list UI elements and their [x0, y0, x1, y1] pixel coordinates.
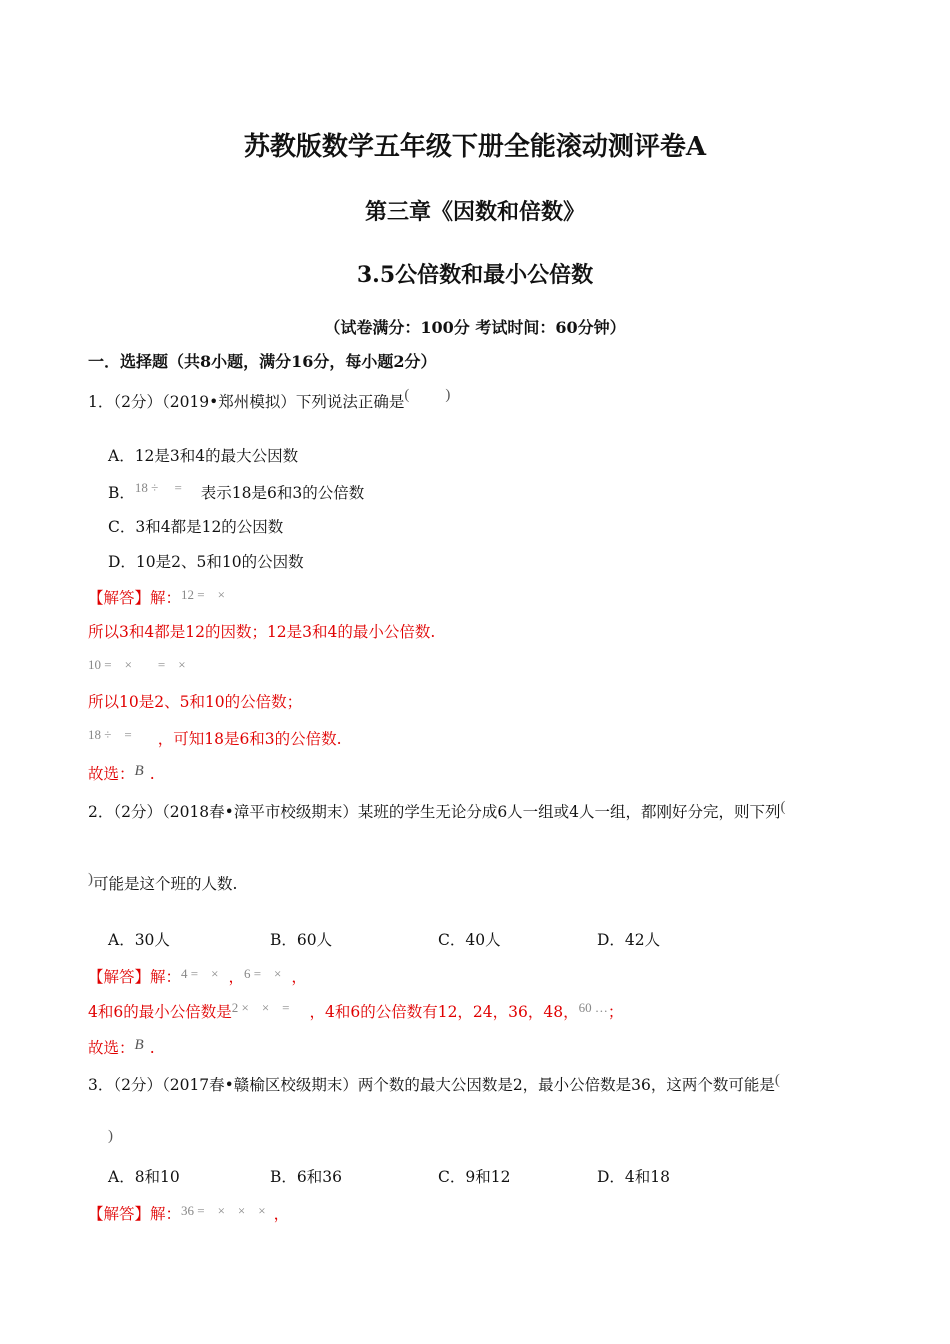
- q1-answer-line5: [88, 727, 342, 749]
- q2-option-d: D．42人: [597, 931, 661, 949]
- q2-answer-comma1: ，: [228, 968, 244, 986]
- q3-answer-line1: [88, 1202, 289, 1224]
- q1-option-b: [108, 481, 364, 503]
- q1-option-b-prefix: B．: [108, 484, 135, 502]
- chapter-title: 第三章《因数和倍数》: [364, 199, 585, 225]
- q3-paren-close: ): [108, 1128, 113, 1144]
- q2-answer-eq4: 60 …: [578, 1000, 608, 1015]
- q1-answer-eq1: 12 = ×: [181, 587, 225, 602]
- q2-answer-eq3: 2 × × =: [231, 1000, 290, 1015]
- lesson-title: 3.5公倍数和最小公倍数: [356, 262, 594, 288]
- q2-answer-semicolon: ；: [607, 1003, 624, 1021]
- q1-option-b-text: 表示18是6和3的公倍数: [200, 484, 365, 502]
- q2-option-b: B．60人: [270, 931, 333, 949]
- q1-option-d: D．10是2、5和10的公因数: [108, 553, 304, 571]
- q3-option-b: B．6和36: [270, 1168, 342, 1186]
- q1-answer-label: 【解答】解：: [88, 589, 182, 607]
- section-heading: 一．选择题（共8小题，满分16分，每小题2分）: [88, 352, 437, 371]
- q2-answer-label: 【解答】解：: [88, 968, 182, 986]
- q2-paren-close: ): [88, 871, 93, 887]
- q2-stem: [88, 800, 786, 822]
- q3-option-d: D．4和18: [597, 1168, 671, 1186]
- q2-answer-line2: [88, 1000, 623, 1022]
- q2-answer-line1: [88, 965, 307, 987]
- q2-answer-eq1: 4 = ×: [181, 966, 219, 981]
- q2-choice-value: B: [134, 1037, 144, 1053]
- q1-option-c: C．3和4都是12的公因数: [108, 518, 284, 536]
- q3-answer-comma: ，: [273, 1205, 290, 1223]
- q2-option-c: C．40人: [438, 931, 501, 949]
- q2-stem-line2: [88, 872, 237, 894]
- q2-choice: [88, 1036, 155, 1058]
- page-title: 苏教版数学五年级下册全能滚动测评卷A: [243, 132, 707, 162]
- q1-option-b-equation: 18 ÷ =: [134, 480, 182, 495]
- q2-paren-open: (: [780, 799, 786, 815]
- q1-choice-end: .: [149, 765, 155, 783]
- q1-choice-value: B: [134, 763, 144, 779]
- q1-paren-open: (: [404, 387, 410, 403]
- q3-answer-label: 【解答】解：: [88, 1205, 182, 1223]
- q1-stem: [88, 387, 451, 412]
- q1-answer-line5-text: ，可知18是6和3的公倍数.: [157, 730, 342, 748]
- q2-choice-label: 故选：: [88, 1039, 135, 1057]
- q1-paren-close: ): [445, 387, 451, 403]
- q3-stem: [88, 1073, 780, 1095]
- q2-choice-end: .: [149, 1039, 155, 1057]
- q1-option-a: A．12是3和4的最大公因数: [108, 447, 299, 465]
- q2-answer-comma2: ，: [291, 968, 307, 986]
- q2-stem-text: 2．（2分）（2018春•漳平市校级期末）某班的学生无论分成6人一组或4人一组，都刚好分完，则下列: [88, 803, 781, 821]
- q3-answer-eq1: 36 = × × ×: [181, 1203, 266, 1218]
- exam-meta: （试卷满分：100分 考试时间：60分钟）: [324, 318, 626, 337]
- q2-answer-line2b: ，4和6的公倍数有12，24，36，48，: [309, 1003, 579, 1021]
- q1-stem-text: 1．（2分）（2019•郑州模拟）下列说法正确是: [88, 393, 405, 411]
- q2-answer-eq2: 6 = ×: [243, 966, 282, 981]
- q3-option-a: A．8和10: [108, 1168, 180, 1186]
- q1-answer-eq2: 10 = × = ×: [88, 657, 186, 672]
- q3-paren-open: (: [774, 1072, 780, 1088]
- q1-answer-line4: 所以10是2、5和10的公倍数；: [88, 693, 303, 711]
- q1-choice: [88, 762, 155, 784]
- q2-option-a: A．30人: [108, 931, 170, 949]
- q1-answer-eq3: 18 ÷ =: [88, 727, 132, 742]
- q1-choice-label: 故选：: [88, 765, 135, 783]
- q2-answer-line2a: 4和6的最小公倍数是: [88, 1003, 232, 1021]
- q3-option-c: C．9和12: [438, 1168, 511, 1186]
- q3-stem-text: 3．（2分）（2017春•赣榆区校级期末）两个数的最大公因数是2，最小公倍数是36，这两个数可能是: [88, 1076, 775, 1094]
- q1-answer-line1: [88, 586, 225, 608]
- q1-answer-line2: 所以3和4都是12的因数；12是3和4的最小公倍数.: [88, 623, 436, 641]
- q2-stem-text2: 可能是这个班的人数.: [93, 875, 238, 893]
